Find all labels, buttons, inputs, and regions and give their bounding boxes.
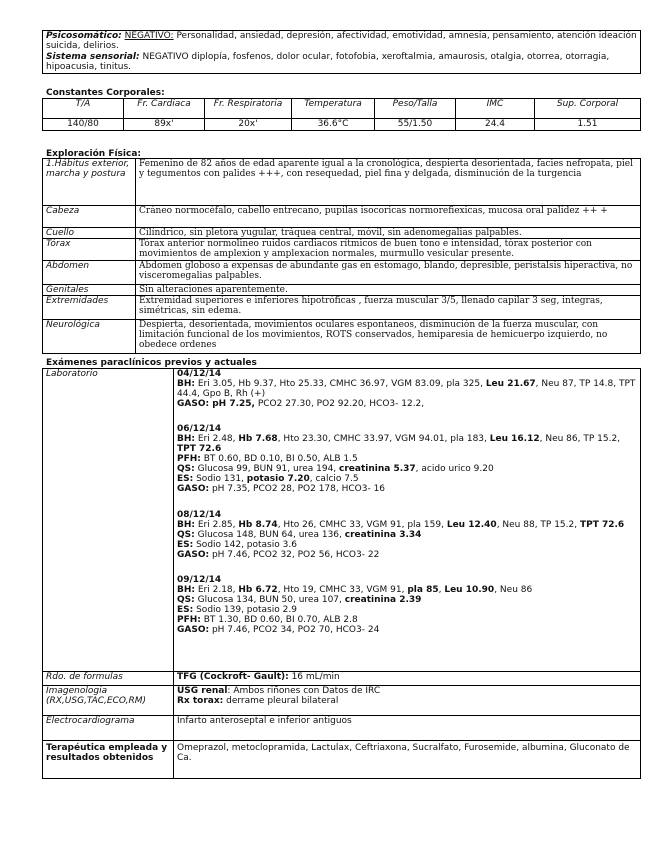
lab-block xyxy=(177,424,637,494)
lab-value: , Neu 86 xyxy=(494,585,533,595)
lab-line xyxy=(177,585,637,595)
lab-value: PFH: xyxy=(177,615,201,625)
lab-value: BH: xyxy=(177,379,195,389)
header-peso: Peso/Talla xyxy=(375,99,456,119)
lab-value: , Neu 86, TP 15.2, xyxy=(539,434,621,444)
extremidades-text: Extremidad superiores e inferiores hipotróficas , fuerza muscular 3/5, llenado capilar 3 seg, integras, simétricas, sin edema. xyxy=(136,296,641,320)
lab-value: GASO: xyxy=(177,550,210,560)
exploracion-title: Exploración Física: xyxy=(46,149,142,159)
lab-block xyxy=(177,369,637,409)
value-fr: 20x' xyxy=(205,119,292,131)
lab-line xyxy=(177,379,637,399)
lab-value: Glucosa 134, BUN 50, urea 107, xyxy=(194,595,345,605)
abdomen-text: Abdomen globoso a expensas de abundante gas en estomago, blando, depresible, peristalsis hiperactiva, no visceromegalias palpables. xyxy=(136,261,641,285)
usg-text: : Ambos riñones con Datos de IRC xyxy=(227,686,381,696)
constantes-title: Constantes Corporales: xyxy=(46,88,165,98)
terapeutica-text: Omeprazol, metoclopramida, Lactulax, Ceftriaxona, Sucralfato, Furosemide, albumina, Gluconato de Ca. xyxy=(174,741,641,779)
terapeutica-label: Terapéutica empleada y resultados obtenidos xyxy=(43,741,174,779)
ecg-label: Electrocardiograma xyxy=(43,716,174,741)
tfg-value: 16 mL/min xyxy=(288,672,340,682)
cuello-label: Cuello xyxy=(43,228,136,239)
lab-value: Leu 12.40 xyxy=(446,520,497,530)
lab-line xyxy=(177,434,637,454)
value-fc: 89x' xyxy=(124,119,205,131)
lab-value: Sodio 131, xyxy=(193,474,247,484)
habitus-label: 1.Hábitus exterior, marcha y postura xyxy=(43,159,136,206)
lab-value: , Neu 88, TP 15.2, xyxy=(496,520,580,530)
lab-value: , acido urico 9.20 xyxy=(415,464,494,474)
genitales-text: Sin alteraciones aparentemente. xyxy=(136,285,641,296)
torax-label: Tórax xyxy=(43,239,136,261)
lab-value: QS: xyxy=(177,530,195,540)
cabeza-label: Cabeza xyxy=(43,206,136,228)
exploracion-table xyxy=(42,158,641,354)
lab-value: pH 7.46, PCO2 34, PO2 70, HCO3- 24 xyxy=(209,625,380,635)
lab-line xyxy=(177,454,637,464)
lab-value: , Hto 23.30, CMHC 33.97, VGM 94.01, pla 183, xyxy=(277,434,490,444)
sensorial-label: Sistema sensorial: xyxy=(46,52,140,62)
lab-line xyxy=(177,464,637,474)
value-peso: 55/1.50 xyxy=(375,119,456,131)
lab-value: Glucosa 148, BUN 64, urea 136, xyxy=(194,530,345,540)
lab-value: Leu 21.67 xyxy=(485,379,536,389)
lab-value: ES: xyxy=(177,540,194,550)
lab-value: QS: xyxy=(177,595,195,605)
lab-date: 06/12/14 xyxy=(177,424,222,434)
lab-value: PCO2 27.30, PO2 92.20, HCO3- 12.2, xyxy=(254,399,425,409)
laboratorio-content xyxy=(174,369,641,672)
lab-value: Leu 10.90 xyxy=(444,585,495,595)
genitales-label: Genitales xyxy=(43,285,136,296)
lab-value: potasio 7.20 xyxy=(246,474,310,484)
value-ta: 140/80 xyxy=(43,119,124,131)
lab-value: creatinina 2.39 xyxy=(344,595,422,605)
lab-date: 08/12/14 xyxy=(177,510,222,520)
lab-line xyxy=(177,550,637,560)
lab-value: pH 7.46, PCO2 32, PO2 56, HCO3- 22 xyxy=(209,550,380,560)
lab-line xyxy=(177,484,637,494)
value-imc: 24.4 xyxy=(456,119,535,131)
extremidades-label: Extremidades xyxy=(43,296,136,320)
lab-line xyxy=(177,530,637,540)
lab-value: Eri 2.85, xyxy=(195,520,239,530)
lab-value: Sodio 139, potasio 2.9 xyxy=(193,605,297,615)
lab-value: Hb 6.72 xyxy=(238,585,278,595)
psico-negative: NEGATIVO: xyxy=(124,31,174,41)
abdomen-label: Abdomen xyxy=(43,261,136,285)
header-imc: IMC xyxy=(456,99,535,119)
lab-value: ES: xyxy=(177,474,194,484)
lab-line xyxy=(177,540,637,550)
lab-line xyxy=(177,625,637,635)
lab-value: , xyxy=(438,585,445,595)
psico-cell xyxy=(43,31,641,53)
sensorial-cell xyxy=(43,52,641,74)
lab-value: BH: xyxy=(177,520,195,530)
lab-value: Eri 2.18, xyxy=(195,585,239,595)
examenes-title: Exámenes paraclínicos previos y actuales xyxy=(46,358,257,368)
lab-value: pH 7.35, PCO2 28, PO2 178, HCO3- 16 xyxy=(209,484,386,494)
psico-text: Personalidad, ansiedad, depresión, afectividad, emotividad, amnesia, pensamiento, atención ideación suicida, delirios. xyxy=(46,31,637,51)
lab-line xyxy=(177,399,637,409)
lab-block xyxy=(177,575,637,635)
lab-value: Eri 2.48, xyxy=(195,434,239,444)
value-sup: 1.51 xyxy=(535,119,641,131)
lab-value: , Neu 87, TP 14.8, TPT 44.4, Gpo B, Rh (+) xyxy=(177,379,636,399)
lab-value: GASO: xyxy=(177,484,210,494)
rdo-content xyxy=(174,672,641,686)
lab-value: Leu 16.12 xyxy=(489,434,540,444)
lab-value: BT 0.60, BD 0.10, BI 0.50, ALB 1.5 xyxy=(200,454,358,464)
lab-value: TPT 72.6 xyxy=(579,520,625,530)
lab-value: BT 1.30, BD 0.60, BI 0.70, ALB 2.8 xyxy=(200,615,358,625)
lab-value: Glucosa 99, BUN 91, urea 194, xyxy=(194,464,340,474)
lab-line xyxy=(177,615,637,625)
lab-value: Sodio 142, potasio 3.6 xyxy=(193,540,297,550)
sensorial-text: NEGATIVO diplopía, fosfenos, dolor ocular, fotofobia, xeroftalmia, amaurosis, otalgia, otorrea, otorragia, hipoacusia, tinitus. xyxy=(46,52,610,72)
cuello-text: Cilíndrico, sin pletora yugular, tráquea central, móvil, sin adenomegalias palpables. xyxy=(136,228,641,239)
lab-value: QS: xyxy=(177,464,195,474)
value-temp: 36.6°C xyxy=(292,119,375,131)
torax-text: Tórax anterior normolineo ruidos cardiacos rítmicos de buen tono e intensidad, tórax posterior con movimientos de amplexion y amplexacion normales, murmullo vesicular presente. xyxy=(136,239,641,261)
lab-value: creatinina 3.34 xyxy=(344,530,422,540)
imagenologia-content xyxy=(174,686,641,716)
lab-line xyxy=(177,474,637,484)
lab-line xyxy=(177,605,637,615)
lab-value: , Hto 19, CMHC 33, VGM 91, xyxy=(277,585,408,595)
psico-sensorial-table xyxy=(42,30,641,74)
lab-value: creatinina 5.37 xyxy=(339,464,416,474)
lab-block xyxy=(177,510,637,560)
header-temp: Temperatura xyxy=(292,99,375,119)
lab-value: GASO: pH 7.25, xyxy=(177,399,255,409)
lab-value: Hb 7.68 xyxy=(238,434,278,444)
rx-label: Rx torax: xyxy=(177,696,224,706)
header-fr: Fr. Respiratoria xyxy=(205,99,292,119)
lab-value: PFH: xyxy=(177,454,201,464)
laboratorio-label: Laboratorio xyxy=(43,369,174,672)
lab-value: BH: xyxy=(177,434,195,444)
rx-text: derrame pleural bilateral xyxy=(223,696,339,706)
usg-label: USG renal xyxy=(177,686,228,696)
header-ta: T/A xyxy=(43,99,124,119)
lab-date: 04/12/14 xyxy=(177,369,222,379)
tfg-label: TFG (Cockroft- Gault): xyxy=(177,672,289,682)
habitus-text: Femenino de 82 años de edad aparente igual a la cronológica, despierta desorientada, facies nefropata, piel y tegumentos con palides +++, con resequedad, piel fina y delgada, disminución de la turgencia xyxy=(136,159,641,206)
lab-value: Hb 8.74 xyxy=(238,520,278,530)
header-sup: Sup. Corporal xyxy=(535,99,641,119)
neurologica-label: Neurológica xyxy=(43,320,136,354)
lab-value: TPT 72.6 xyxy=(177,444,222,454)
neurologica-text: Despierta, desorientada, movimientos oculares espontaneos, disminución de la fuerza muscular, con limitación funcional de los movimientos, ROTS conservados, hemiparesia de hemicuerpo izquierdo, no obedece ordenes xyxy=(136,320,641,354)
header-fc: Fr. Cardiaca xyxy=(124,99,205,119)
lab-value: , calcio 7.5 xyxy=(309,474,359,484)
examenes-table xyxy=(42,368,641,779)
lab-value: ES: xyxy=(177,605,194,615)
ecg-text: Infarto anteroseptal e inferior antiguos xyxy=(174,716,641,741)
lab-value: BH: xyxy=(177,585,195,595)
lab-value: , Hto 26, CMHC 33, VGM 91, pla 159, xyxy=(277,520,447,530)
lab-value: GASO: xyxy=(177,625,210,635)
psico-label: Psicosomático: xyxy=(46,31,122,41)
lab-date: 09/12/14 xyxy=(177,575,222,585)
imagenologia-label: Imagenologia (RX,USG,TAC,ECO,RM) xyxy=(43,686,174,716)
lab-value: Eri 3.05, Hb 9.37, Hto 25.33, CMHC 36.97, VGM 83.09, pla 325, xyxy=(195,379,486,389)
lab-value: pla 85 xyxy=(407,585,439,595)
lab-line xyxy=(177,595,637,605)
rdo-label: Rdo. de formulas xyxy=(43,672,174,686)
constantes-table xyxy=(42,98,641,131)
lab-line xyxy=(177,520,637,530)
cabeza-text: Cráneo normocéfalo, cabello entrecano, pupilas isocoricas normorefiexicas, mucosa oral palidez ++ + xyxy=(136,206,641,228)
